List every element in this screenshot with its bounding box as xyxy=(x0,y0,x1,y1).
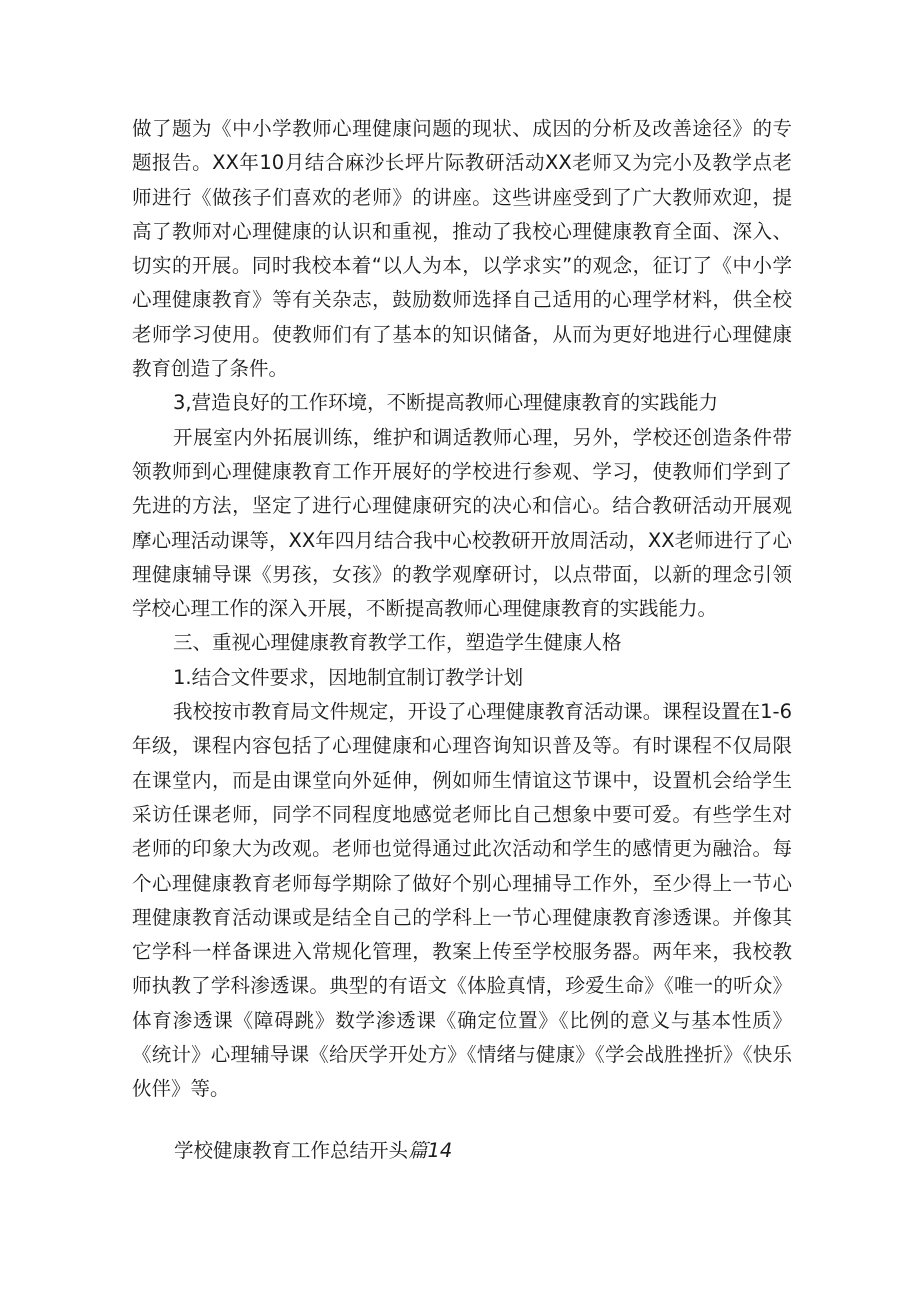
paragraph-curriculum: 我校按市教育局文件规定，开设了心理健康教育活动课。课程设置在1-6年级，课程内容包括了心理健康和心理咨询知识普及等。有时课程不仅局限在课堂内，而是由课堂向外延伸，例如师生情谊这节课中，设置机会给学生采访任课老师，同学不同程度地感觉老师比自己想象中要可爱。有些学生对老师的印象大为改观。老师也觉得通过此次活动和学生的感情更为融洽。每个心理健康教育老师每学期除了做好个别心理捕导工作外，至少得上一节心理健康教育活动课或是结全自己的学科上一节心理健康教育渗透课。并像其它学科一样备课进入常规化管理，教案上传至学校服务器。两年来，我校教师执教了学科渗透课。典型的有语文《体脸真情，珍爱生命》《唯一的听众》体育渗透课《障碍跳》数学渗透课《确定位置》《比例的意义与基本性质》《统计》心理辅导课《给厌学开处方》《情绪与健康》《学会战胜挫折》《快乐伙伴》等。 xyxy=(132,700,792,1101)
paragraph-report-continuation: 做了题为《中小学教师心理健康问题的现状、成因的分析及改善途径》的专题报告。XX年10月结合麻沙长坪片际教研活动XX老师又为完小及教学点老师进行《做孩子们喜欢的老师》的讲座。这些讲座受到了广大教师欢迎，提高了教师对心理健康的认识和重视，推动了我校心理健康教育全面、深入、切实的开展。同时我校本着“以人为本，以学求实”的观念，征订了《中小学心理健康教育》等有关杂志，鼓励数师选择自己适用的心理学材料，供全校老师学习使用。使教师们有了基本的知识储备，从而为更好地进行心理健康教育创造了条件。 xyxy=(132,117,792,381)
heading-section-three: 三、重视心理健康教育教学工作，塑造学生健康人格 xyxy=(173,631,622,655)
heading-teaching-plan: 1.结合文件要求，因地制宜制订教学计划 xyxy=(173,665,524,689)
next-article-number: 篇14 xyxy=(408,1139,453,1162)
heading-work-environment: 3,营造良好的工作环境，不断提高教师心理健康教育的实践能力 xyxy=(173,391,719,415)
next-article-title xyxy=(174,1134,452,1168)
next-article-title-text: 学校健康教育工作总结开头 xyxy=(174,1139,409,1162)
body-text xyxy=(132,112,792,1107)
paragraph-training: 开展室内外拓展训练，维护和调适教师心理，另外，学校还创造条件带领教师到心理健康教育工作开展好的学校进行参观、学习，使教师们学到了先进的方法，坚定了进行心理健康研究的决心和信心。结合教研活动开展观摩心理活动课等，XX年四月结合我中心校教研开放周活动，XX老师进行了心理健康辅导课《男孩，女孩》的教学观摩研讨，以点带面，以新的理念引领学校心理工作的深入开展，不断提高教师心理健康教育的实践能力。 xyxy=(132,425,792,621)
